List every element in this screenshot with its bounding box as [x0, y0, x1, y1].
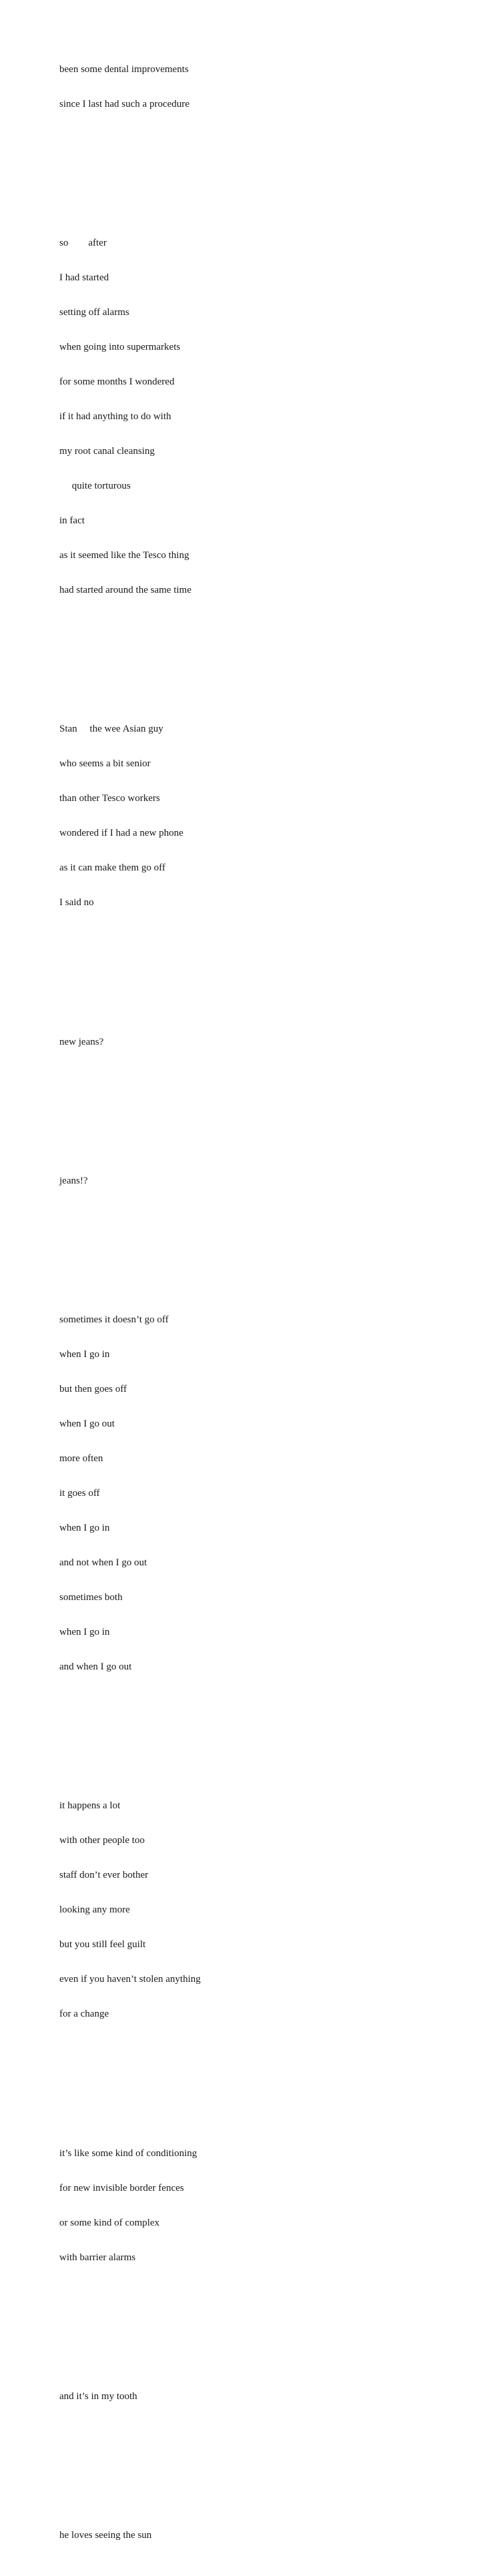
poem-line: jeans!?: [59, 1175, 88, 1186]
poem-line: sometimes it doesn’t go off: [59, 1314, 169, 1325]
poem-line: and not when I go out: [59, 1557, 147, 1569]
stanza: [59, 701, 201, 933]
poem-line: or some kind of complex: [59, 2217, 159, 2228]
poem-line: I said no: [59, 897, 94, 909]
stanza-break: [59, 1094, 201, 1105]
poem-line: as it can make them go off: [59, 862, 165, 874]
poem-line: when I go in: [59, 1627, 110, 1638]
poem-line: been some dental improvements: [59, 63, 189, 75]
stanza-break: [59, 1720, 201, 1731]
stanza: [59, 2507, 201, 2565]
stanza: [59, 1013, 201, 1071]
stanza-break: [59, 156, 201, 168]
poem-line: quite torturous: [59, 481, 131, 492]
poem-line: he loves seeing the sun: [59, 2529, 152, 2541]
poem-line: but you still feel guilt: [59, 1939, 146, 1951]
stanza: [59, 1152, 201, 1210]
poem-line: when I go in: [59, 1523, 110, 1534]
poem-line: since I last had such a procedure: [59, 98, 189, 109]
poem-line: more often: [59, 1453, 103, 1464]
poem-line: I had started: [59, 272, 109, 283]
poem-line: staff don’t ever bother: [59, 1870, 149, 1881]
poem-line: and it’s in my tooth: [59, 2390, 137, 2402]
stanza: [59, 1778, 201, 2044]
stanza-break: [59, 2449, 201, 2461]
stanza: [59, 2125, 201, 2287]
poem-line: when I go out: [59, 1418, 115, 1429]
poem-line: but then goes off: [59, 1383, 127, 1394]
stanza-break: [59, 2067, 201, 2078]
poem-line: in fact: [59, 515, 85, 527]
stanza-break: [59, 1233, 201, 1244]
poem-line: new jeans?: [59, 1036, 104, 1047]
poem-line: and when I go out: [59, 1661, 132, 1673]
poem-line: if it had anything to do with: [59, 411, 171, 423]
poem-line: so after: [59, 237, 107, 248]
poem-line: when I go in: [59, 1348, 110, 1360]
poem-line: with other people too: [59, 1835, 145, 1846]
poem-line: for a change: [59, 2009, 109, 2020]
stanza: [59, 2368, 201, 2426]
stanza-break: [59, 643, 201, 654]
poem-text: [59, 6, 201, 2576]
stanza-break: [59, 955, 201, 967]
stanza: [59, 41, 201, 134]
stanza: [59, 214, 201, 619]
poem-line: it’s like some kind of conditioning: [59, 2147, 197, 2159]
poem-line: looking any more: [59, 1904, 130, 1916]
poem-line: for new invisible border fences: [59, 2182, 184, 2194]
poem-line: had started around the same time: [59, 585, 191, 596]
poem-line: with barrier alarms: [59, 2252, 136, 2263]
poem-line: wondered if I had a new phone: [59, 828, 183, 839]
poem-line: it goes off: [59, 1488, 100, 1499]
poem-line: when going into supermarkets: [59, 341, 181, 352]
poem-line: for some months I wondered: [59, 376, 175, 387]
poem-line: setting off alarms: [59, 306, 129, 318]
poem-line: than other Tesco workers: [59, 793, 160, 804]
poem-line: even if you haven’t stolen anything: [59, 1974, 201, 1985]
poem-line: it happens a lot: [59, 1800, 121, 1812]
poem-line: my root canal cleansing: [59, 446, 155, 457]
poem-line: Stan the wee Asian guy: [59, 724, 163, 735]
poem-line: as it seemed like the Tesco thing: [59, 550, 189, 561]
poem-line: who seems a bit senior: [59, 758, 151, 770]
stanza: [59, 1291, 201, 1696]
poem-line: sometimes both: [59, 1592, 123, 1603]
stanza-break: [59, 2310, 201, 2321]
